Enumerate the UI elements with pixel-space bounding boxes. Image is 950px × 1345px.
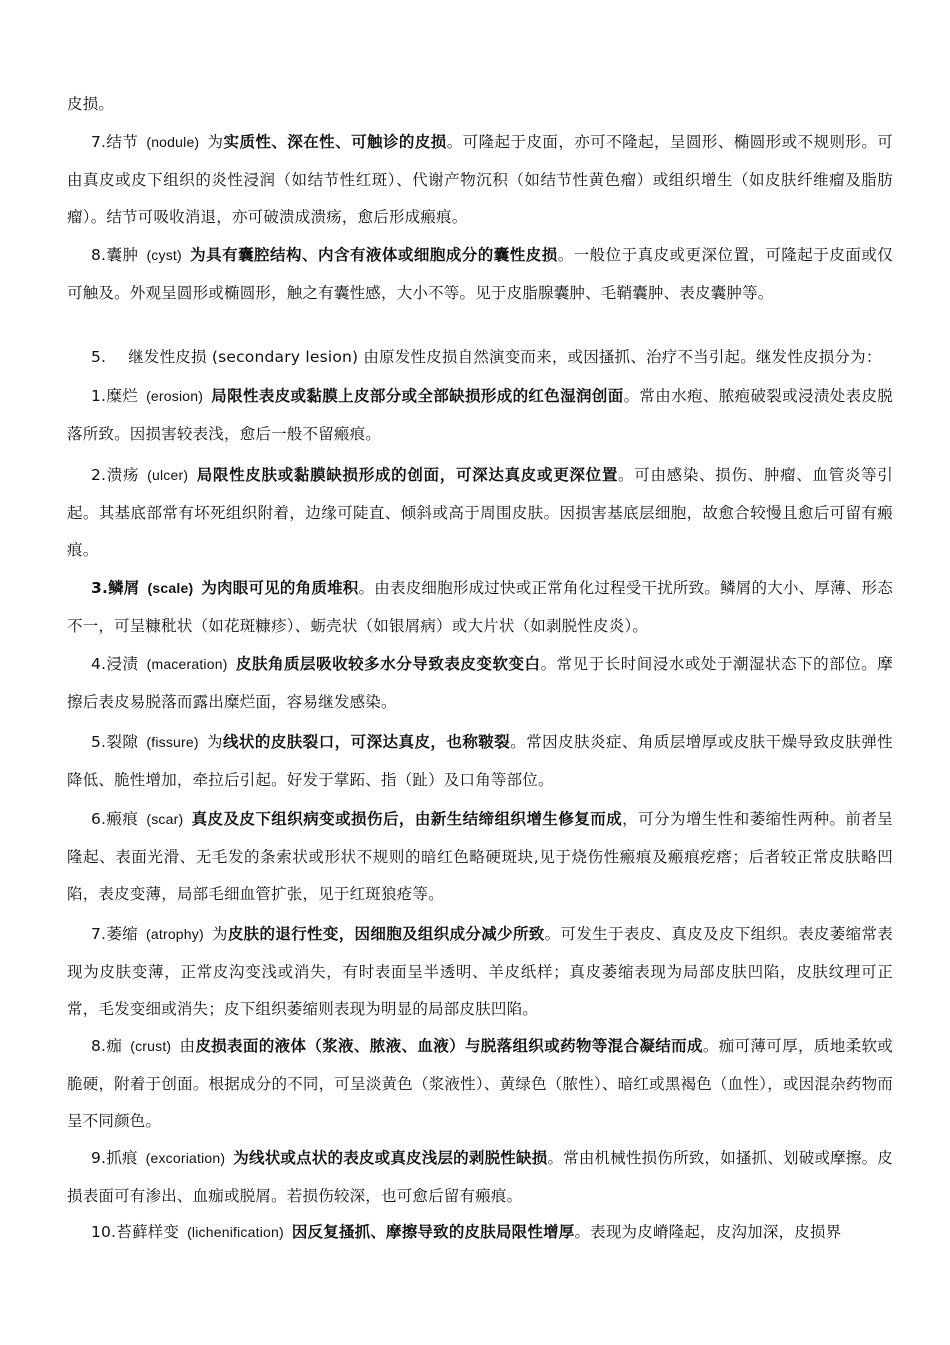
paragraph-ulcer: 2.溃疡 (ulcer) 局限性皮肤或黏膜缺损形成的创面，可深达真皮或更深位置。可由感染、损伤、肿瘤、血管炎等引起。其基底部常有坏死组织附着，边缘可陡直、倾斜或高于周围皮肤。因损害基底层细胞，故愈合较慢且愈后可留有瘢痕。 [67, 466, 894, 559]
item-number: 10.苔藓样变 [91, 1223, 180, 1241]
definition-bold: 为具有囊腔结构、内含有液体或细胞成分的囊性皮损 [189, 246, 558, 264]
term-latin: (lichenification) [187, 1224, 284, 1240]
item-number: 3.鳞屑 [91, 579, 140, 597]
item-number: 1.糜烂 [91, 387, 139, 405]
definition-bold: 局限性皮肤或黏膜缺损形成的创面，可深达真皮或更深位置 [196, 466, 619, 484]
term-latin: (atrophy) [146, 926, 204, 942]
definition-bold: 因反复搔抓、摩擦导致的皮肤局限性增厚 [291, 1223, 575, 1241]
term-latin: (cyst) [146, 247, 182, 263]
paragraph-atrophy: 7.萎缩 (atrophy) 为皮肤的退行性变，因细胞及组织成分减少所致。可发生于表皮、真皮及皮下组织。表皮萎缩常表现为皮肤变薄，正常皮沟变浅或消失，有时表面呈半透明、羊皮纸样；真皮萎缩表现为局部皮肤凹陷，皮肤纹理可正常，毛发变细或消失；皮下组织萎缩则表现为明显的局部皮肤凹陷。 [67, 925, 893, 1018]
term-latin: (crust) [130, 1038, 172, 1054]
definition-bold: 皮损表面的液体（浆液、脓液、血液）与脱落组织或药物等混合凝结而成 [195, 1037, 703, 1055]
paragraph-lichenification: 10.苔藓样变 (lichenification) 因反复搔抓、摩擦导致的皮肤局限性增厚。表现为皮嵴隆起，皮沟加深，皮损界 [91, 1223, 842, 1241]
definition-bold: 皮肤角质层吸收较多水分导致表皮变软变白 [235, 655, 541, 673]
definition-bold: 为线状或点状的表皮或真皮浅层的剥脱性缺损 [233, 1149, 548, 1167]
paragraph-excoriation: 9.抓痕 (excoriation) 为线状或点状的表皮或真皮浅层的剥脱性缺损。常由机械性损伤所致，如搔抓、划破或摩擦。皮损表面可有渗出、血痂或脱屑。若损伤较深，也可愈后留有瘢痕。 [67, 1149, 893, 1205]
paragraph-crust: 8.痂 (crust) 由皮损表面的液体（浆液、脓液、血液）与脱落组织或药物等混合凝结而成。痂可薄可厚，质地柔软或脆硬，附着于创面。根据成分的不同，可呈淡黄色（浆液性）、黄绿色（脓性）、暗红或黑褐色（血性），或因混杂药物而呈不同颜色。 [67, 1037, 894, 1130]
paragraph-erosion: 1.糜烂 (erosion) 局限性表皮或黏膜上皮部分或全部缺损形成的红色湿润创面。常由水疱、脓疱破裂或浸渍处表皮脱落所致。因损害较表浅，愈后一般不留瘢痕。 [67, 387, 894, 443]
term-latin: (fissure) [146, 734, 199, 750]
item-number: 9.抓痕 [91, 1149, 138, 1167]
item-number: 4.浸渍 [91, 655, 139, 673]
item-number: 8.痂 [91, 1037, 123, 1055]
item-number: 5.裂隙 [91, 733, 139, 751]
term-latin: (erosion) [146, 388, 204, 404]
definition-bold: 实质性、深在性、可触诊的皮损 [223, 133, 447, 151]
section-number: 5. [91, 348, 107, 366]
term-latin: (ulcer) [147, 467, 189, 483]
term-latin: (maceration) [146, 656, 228, 672]
item-number: 8.囊肿 [91, 246, 139, 264]
item-number: 6.瘢痕 [91, 810, 139, 828]
definition-bold: 线状的皮肤裂口，可深达真皮，也称皲裂 [222, 733, 511, 751]
paragraph-nodule: 7.结节 (nodule) 为实质性、深在性、可触诊的皮损。可隆起于皮面，亦可不隆起，呈圆形、椭圆形或不规则形。可由真皮或皮下组织的炎性浸润（如结节性红斑）、代谢产物沉积（如结节性黄色瘤）或组织增生（如皮肤纤维瘤及脂肪瘤）。结节可吸收消退，亦可破溃成溃疡，愈后形成瘢痕。 [67, 133, 893, 226]
term-latin: (scar) [146, 811, 184, 827]
item-number: 7.萎缩 [91, 925, 139, 943]
item-number: 2.溃疡 [91, 466, 140, 484]
definition-bold: 皮肤的退行性变，因细胞及组织成分减少所致 [227, 925, 545, 943]
definition-bold: 局限性表皮或黏膜上皮部分或全部缺损形成的红色湿润创面 [211, 387, 624, 405]
term-latin: (scale) [147, 580, 194, 596]
paragraph-continued: 皮损。 [67, 95, 115, 113]
paragraph-scale: 3.鳞屑 (scale) 为肉眼可见的角质堆积。由表皮细胞形成过快或正常角化过程受干扰所致。鳞屑的大小、厚薄、形态不一，可呈糠秕状（如花斑糠疹）、蛎壳状（如银屑病）或大片状（如剥脱性皮炎）。 [67, 579, 893, 635]
paragraph-maceration: 4.浸渍 (maceration) 皮肤角质层吸收较多水分导致表皮变软变白。常见于长时间浸水或处于潮湿状态下的部位。摩擦后表皮易脱落而露出糜烂面，容易继发感染。 [67, 655, 893, 711]
section-secondary-lesion: 5. 继发性皮损 (secondary lesion) 由原发性皮损自然演变而来，或因搔抓、治疗不当引起。继发性皮损分为： [91, 348, 882, 366]
paragraph-fissure: 5.裂隙 (fissure) 为线状的皮肤裂口，可深达真皮，也称皲裂。常因皮肤炎症、角质层增厚或皮肤干燥导致皮肤弹性降低、脆性增加，牵拉后引起。好发于掌跖、指（趾）及口角等部位。 [67, 733, 893, 789]
paragraph-cyst: 8.囊肿 (cyst) 为具有囊腔结构、内含有液体或细胞成分的囊性皮损。一般位于真皮或更深位置，可隆起于皮面或仅可触及。外观呈圆形或椭圆形，触之有囊性感，大小不等。见于皮脂腺囊肿、毛鞘囊肿、表皮囊肿等。 [67, 246, 893, 302]
definition-bold: 为肉眼可见的角质堆积 [201, 579, 359, 597]
paragraph-scar: 6.瘢痕 (scar) 真皮及皮下组织病变或损伤后，由新生结缔组织增生修复而成，可分为增生性和萎缩性两种。前者呈隆起、表面光滑、无毛发的条索状或形状不规则的暗红色略硬斑块,见于烧伤性瘢痕及瘢痕疙瘩；后者较正常皮肤略凹陷，表皮变薄，局部毛细血管扩张，见于红斑狼疮等。 [67, 810, 894, 903]
item-number: 7.结节 [91, 133, 139, 151]
term-latin: (nodule) [146, 134, 200, 150]
term-latin: (excoriation) [145, 1150, 226, 1166]
definition-bold: 真皮及皮下组织病变或损伤后，由新生结缔组织增生修复而成 [191, 810, 623, 828]
